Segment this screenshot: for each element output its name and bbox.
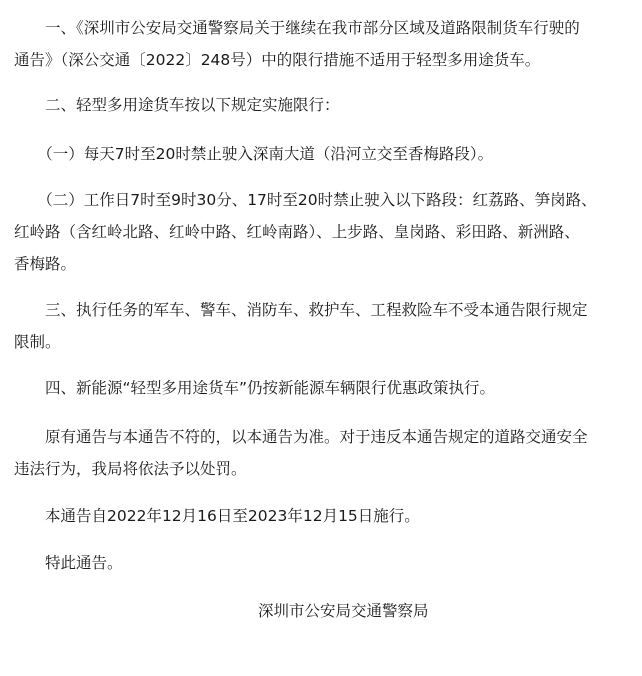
text-line: 通告》（深公交通〔2022〕248号）中的限行措施不适用于轻型多用途货车。 [14, 51, 541, 69]
text-line: 违法行为，我局将依法予以处罚。 [14, 460, 247, 478]
text-line: 三、执行任务的军车、警车、消防车、救护车、工程救险车不受本通告限行规定 [14, 301, 588, 319]
text-line: 限制。 [14, 333, 61, 351]
paragraph-effective-date [14, 500, 614, 532]
paragraph-subclause-2 [14, 184, 614, 280]
text-line: 一、《深圳市公安局交通警察局关于继续在我市部分区域及道路限制货车行驶的 [14, 19, 580, 37]
paragraph-clause-4 [14, 372, 614, 404]
text-line: 二、轻型多用途货车按以下规定实施限行： [14, 96, 340, 114]
issuer-signature: 深圳市公安局交通警察局 [258, 602, 429, 620]
paragraph-closing [14, 547, 614, 579]
text-line: 红岭路（含红岭北路、红岭中路、红岭南路）、上步路、皇岗路、彩田路、新洲路、 [14, 223, 580, 241]
text-line: 原有通告与本通告不符的，以本通告为准。对于违反本通告规定的道路交通安全 [14, 428, 588, 446]
paragraph-clause-1 [14, 12, 614, 76]
paragraph-subclause-1 [14, 138, 614, 170]
text-line: 四、新能源“轻型多用途货车”仍按新能源车辆限行优惠政策执行。 [14, 379, 496, 397]
text-line: 特此通告。 [14, 554, 123, 572]
text-line: 本通告自2022年12月16日至2023年12月15日施行。 [14, 507, 420, 525]
text-line: （二）工作日7时至9时30分、17时至20时禁止驶入以下路段：红荔路、笋岗路、 [14, 191, 597, 209]
text-line: （一）每天7时至20时禁止驶入深南大道（沿河立交至香梅路段）。 [14, 145, 494, 163]
paragraph-precedence [14, 421, 614, 485]
text-line: 香梅路。 [14, 255, 77, 273]
paragraph-clause-2 [14, 89, 614, 121]
paragraph-clause-3 [14, 294, 614, 358]
